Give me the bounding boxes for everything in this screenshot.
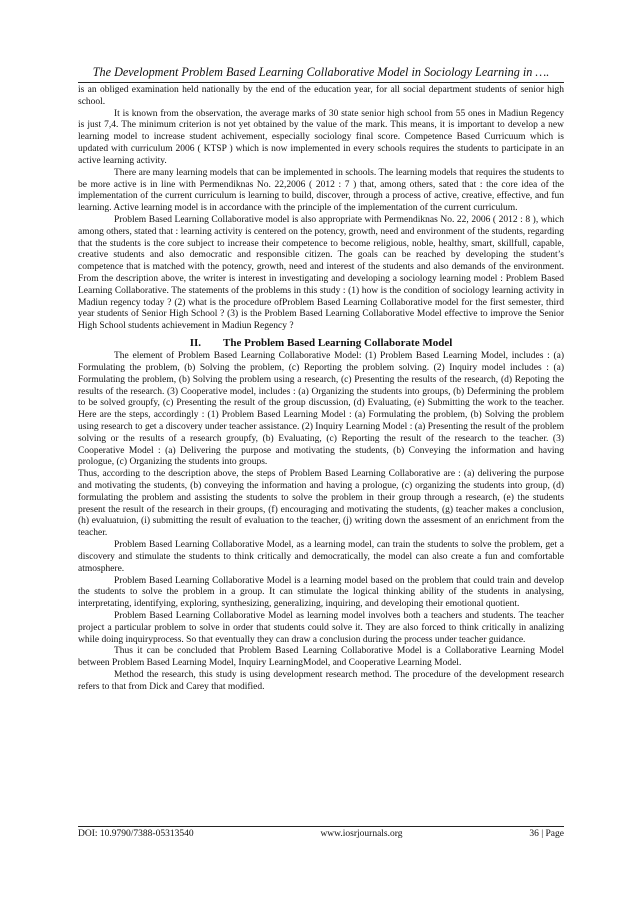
page-footer [78, 828, 564, 840]
paragraph: Problem Based Learning Collaborative Model as learning model involves both a teachers and students. The teacher project a particular problem to solve in order that students could solve it. They are also forced to think critically in analizing while doing inquiryprocess. So that eventually they can draw a conclusion during the process under teacher guidance. [78, 610, 564, 645]
footer-website: www.iosrjournals.org [320, 829, 403, 839]
paragraph: Method the research, this study is using development research method. The procedure of the development research refers to that from Dick and Carey that modified. [78, 670, 564, 692]
paragraph: Problem Based Learning Collaborative Model is a learning model based on the problem that could train and develop the students to solve the problem in a group. It can stimulate the logical thinking ability of the students in analysing, interpretating, identifying, exploring, synthesizing, generalizing, inquiring, and developing their emotional quotient. [78, 575, 564, 610]
paragraph: There are many learning models that can be implemented in schools. The learning models that requires the students to be more active is in line with Permendiknas No. 22,2006 ( 2012 : 7 ) that, among others, sated that : the core idea of the implementation of the current curriculum is learning to build, discover, through a process of active, creative, effective, and fun learning. Active learning model is in accordance with the principle of the implementation of the current curriculum. [78, 167, 564, 214]
footer-doi: DOI: 10.9790/7388-05313540 [78, 829, 194, 839]
paragraph: The element of Problem Based Learning Collaborative Model: (1) Problem Based Learning Model, includes : (a) Formulating the problem, (b) Solving the problem, (c) Reporting the problem solving. (2) Inquiry model includes : (a) Formulating the problem, (b) Solving the problem using a research, (c) Presenting the results of the research, (d) Repoting the results of the research. (3) Cooperative model, includes : (a) Organizing the students into groups, (b) Defermining the problem to be solved groupfy, (c) Presenting the result of the group discussion, (d) Evaluating, (e) Submitting the work to the teacher. Here are the steps, accordingly : (1) Problem Based Learning Model : (a) Formulating the problem, (b) Solving the problem using research to get a discovery under teacher assistance. (2) Inquiry Learning Model : (a) Presenting the result of the problem solving or the results of a research groupfy, (b) Evaluating, (c) Reporting the result of the research to the teacher. (3) Cooperative Model : (a) Delivering the purpose and motivating the students, (b) Conveying the information and having prologue, (c) Organizing the students into groups. [78, 351, 564, 468]
paragraph: Thus, according to the description above, the steps of Problem Based Learning Collaborative are : (a) delivering the purpose and motivating the students, (b) conveying the information and having a prologue, (c) organizing the students into group, (d) formulating the problem and assisting the students to solve the problem in their group through a research, (e) the students present the result of the research in their groups, (f) encouraging and motivating the students, (g) teacher makes a conclusion, (h) evaluatuion, (i) submitting the result of evaluation to the teacher, (j) writing down the assesment of an enrichment from the teacher. [78, 469, 564, 539]
header-divider [78, 82, 564, 83]
paragraph: Problem Based Learning Collaborative Model, as a learning model, can train the students to solve the problem, get a discovery and stimulate the students to think critically and democratically, the model can also create a fun and comfortable atmosphere. [78, 540, 564, 574]
section-number: II. [189, 337, 202, 350]
running-header: The Development Problem Based Learning Collaborative Model in Sociology Learning in …. [92, 65, 550, 79]
paragraph: Problem Based Learning Collaborative model is also appropriate with Permendiknas No. 22, 2006 ( 2012 : 8 ), which among others, stated that : learning activity is centered on the potency, growth, need and environment of the students, regarding that the students is the core subject to increase their competence to become religious, noble, healthy, smart, skillfull, capable, creative students and also democratic and responsible citizen. The goals can be reached by developing the student’s competence that is matched with the potency, growth, need and interest of the students and also demands of the environment. From the description above, the writer is interest in investigating and developing a sociology learning model : Problem Based Learning Collaborative. The statements of the problems in this study : (1) how is the condition of sociology learning activity in Madiun regency today ? (2) what is the procedure ofProblem Based Learning Collaborative model for the first semester, third year students of Senior High School ? (3) is the Problem Based Learning Collaborative Model effective to improve the Senior High School students achievement in Madiun Regency ? [78, 214, 564, 332]
footer-divider [78, 826, 564, 827]
section-heading [78, 337, 564, 350]
section-title: The Problem Based Learning Collaborate Model [223, 337, 453, 350]
paragraph: is an obliged examination held nationally by the end of the education year, for all social department students of senior high school. [78, 85, 564, 107]
paragraph: It is known from the observation, the average marks of 30 state senior high school from 55 ones in Madiun Regency is just 7,4. The minimum criterion is not yet obtained by the value of the mark. This means, it is important to develop a new learning model to increase student achivement, especially sociology final score. Competence Based Curricuum which is updated with curriculum 2006 ( KTSP ) which is now implemented in every schools requires the students to participate in an active learning activity. [78, 108, 564, 166]
paragraph: Thus it can be concluded that Problem Based Learning Collaborative Model is a Collaborative Learning Model between Problem Based Learning Model, Inquiry LearningModel, and Cooperative Learning Model. [78, 646, 564, 669]
footer-page-number: 36 | Page [529, 829, 564, 839]
body-text [78, 85, 564, 694]
